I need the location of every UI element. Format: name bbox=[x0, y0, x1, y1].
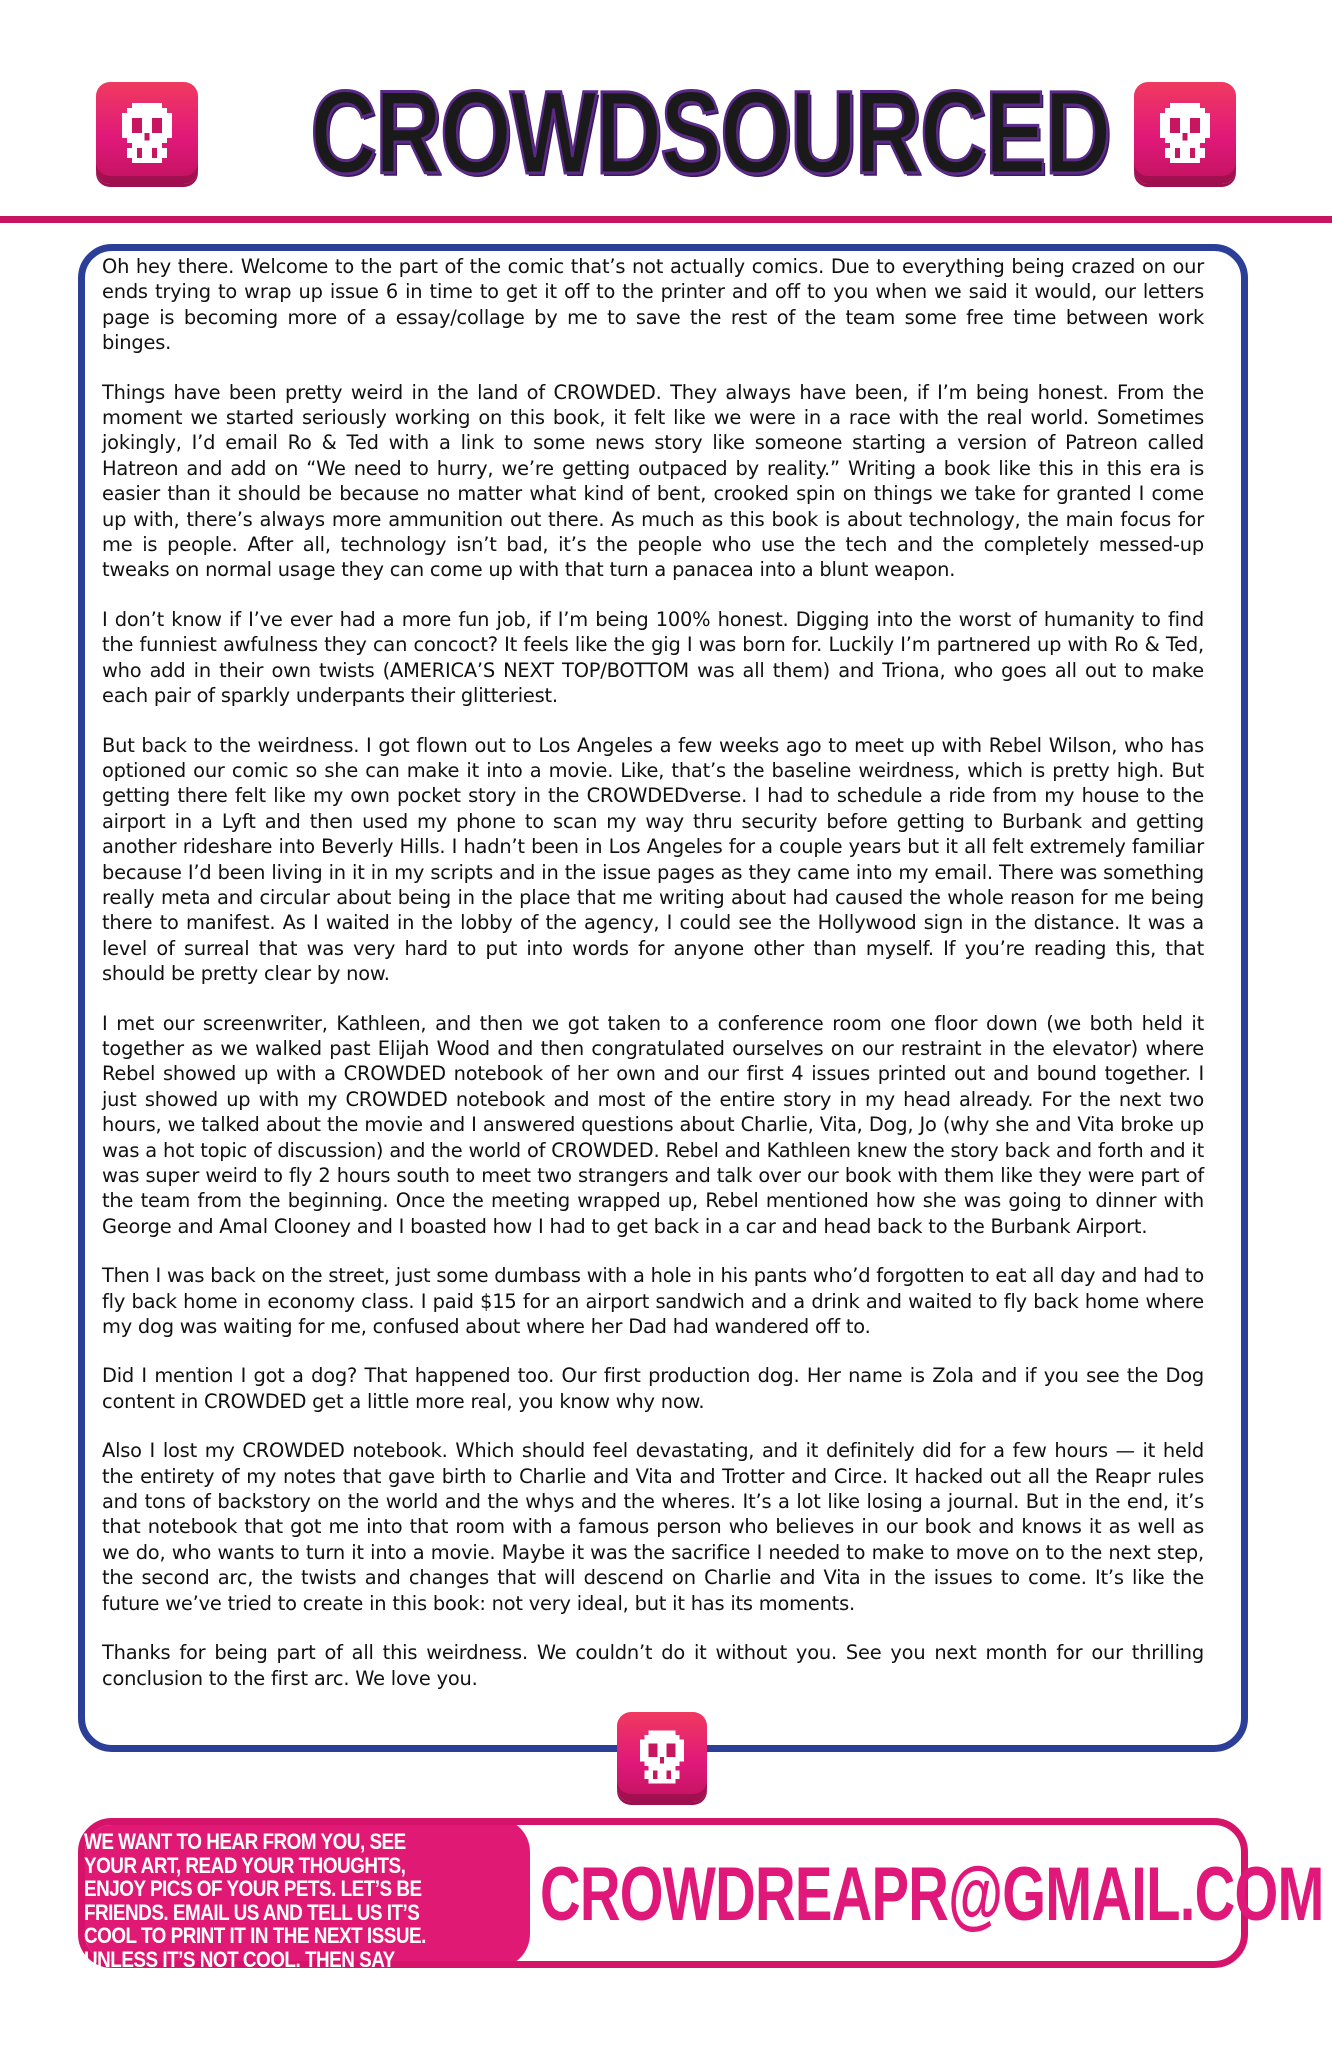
skull-icon bbox=[1134, 82, 1236, 184]
letter-paragraph: Thanks for being part of all this weirdness. We couldn’t do it without you. See you next month for our thrilling conclusion to the first arc. We love you. bbox=[102, 1641, 1204, 1690]
page-header bbox=[0, 0, 1332, 230]
letter-paragraph: Things have been pretty weird in the land of CROWDED. They always have been, if I’m being honest. From the moment we started seriously working on this book, it felt like we were in a race with the real world. Sometimes jokingly, I’d email Ro & Ted with a link to some news story like someone starting a version of Patreon called Hatreon and add on “We need to hurry, we’re getting outpaced by reality.” Writing a book like this in this era is easier than it should be because no matter what kind of bent, crooked spin on things we take for granted I come up with, there’s always more ammunition out there. As much as this book is about technology, the main focus for me is people. After all, technology isn’t bad, it’s the people who use the tech and the completely messed-up tweaks on normal usage they can come up with that turn a panacea into a blunt weapon. bbox=[102, 380, 1204, 582]
skull-icon bbox=[96, 82, 198, 184]
page-title: CROWDSOURCED bbox=[310, 67, 1110, 199]
contact-message: WE WANT TO HEAR FROM YOU, SEE YOUR ART, READ YOUR THOUGHTS, ENJOY PICS OF YOUR PETS. LET’S BE FRIENDS. EMAIL US AND TELL US IT’S COOL TO PRINT IT IN THE NEXT ISSUE. UNLESS IT’S NOT COOL. THEN SAY THAT. bbox=[84, 1829, 426, 1996]
letter-paragraph: I met our screenwriter, Kathleen, and then we got taken to a conference room one floor down (we both held it together as we walked past Elijah Wood and then congratulated ourselves on our restraint in the elevator) where Rebel showed up with a CROWDED notebook of her own and our first 4 issues printed out and bound together. I just showed up with my CROWDED notebook and most of the entire story in my head already. For the next two hours, we talked about the movie and I answered questions about Charlie, Vita, Dog, Jo (why she and Vita broke up was a hot topic of discussion) and the world of CROWDED. Rebel and Kathleen knew the story back and forth and it was super weird to fly 2 hours south to meet two strangers and talk over our book with them like they were part of the team from the beginning. Once the meeting wrapped up, Rebel mentioned how she was going to dinner with George and Amal Clooney and I boasted how I had to get back in a car and head back to the Burbank Airport. bbox=[102, 1011, 1204, 1238]
contact-email-link[interactable]: CROWDREAPR@GMAIL.COM bbox=[540, 1852, 1324, 1937]
letter-paragraph: Also I lost my CROWDED notebook. Which should feel devastating, and it definitely did for a few hours — it held the entirety of my notes that gave birth to Charlie and Vita and Trotter and Circe. It hacked out all the Reapr rules and tons of backstory on the world and the whys and the wheres. It’s a lot like losing a journal. But in the end, it’s that notebook that got me into that room with a famous person who believes in our book and knows it as well as we do, who wants to turn it into a movie. Maybe it was the sacrifice I needed to make to move on to the next step, the second arc, the twists and changes that will descend on Charlie and Vita in the issues to come. It’s like the future we’ve tried to create in this book: not very ideal, but it has its moments. bbox=[102, 1439, 1204, 1615]
skull-icon bbox=[617, 1712, 707, 1802]
header-divider bbox=[0, 216, 1332, 223]
letter-paragraph: Oh hey there. Welcome to the part of the comic that’s not actually comics. Due to everything being crazed on our ends trying to wrap up issue 6 in time to get it off to the printer and off to you when we said it would, our letters page is becoming more of a essay/collage by me to save the rest of the team some free time between work binges. bbox=[102, 255, 1204, 355]
letter-paragraph: Then I was back on the street, just some dumbass with a hole in his pants who’d forgotten to eat all day and had to fly back home in economy class. I paid $15 for an airport sandwich and a drink and waited to fly back home where my dog was waiting for me, confused about where her Dad had wandered off to. bbox=[102, 1264, 1204, 1339]
letter-paragraph: Did I mention I got a dog? That happened too. Our first production dog. Her name is Zola and if you see the Dog content in CROWDED get a little more real, you know why now. bbox=[102, 1364, 1204, 1413]
letter-paragraph: But back to the weirdness. I got flown out to Los Angeles a few weeks ago to meet up with Rebel Wilson, who has optioned our comic so she can make it into a movie. Like, that’s the baseline weirdness, which is pretty high. But getting there felt like my own pocket story in the CROWDEDverse. I had to schedule a ride from my house to the airport in a Lyft and then used my phone to scan my way thru security before getting to Burbank and getting another rideshare into Beverly Hills. I hadn’t been in Los Angeles for a couple years but it all felt extremely familiar because I’d been living in it in my scripts and in the issue pages as they came into my email. There was something really meta and circular about being in the place that me writing about had caused the whole reason for me being there to manifest. As I waited in the lobby of the agency, I could see the Hollywood sign in the distance. It was a level of surreal that was very hard to put into words for anyone other than myself. If you’re reading this, that should be pretty clear by now. bbox=[102, 733, 1204, 986]
letter-paragraph: I don’t know if I’ve ever had a more fun job, if I’m being 100% honest. Digging into the worst of humanity to find the funniest awfulness they can concoct? It feels like the gig I was born for. Luckily I’m partnered up with Ro & Ted, who add in their own twists (AMERICA’S NEXT TOP/BOTTOM was all them) and Triona, who goes all out to make each pair of sparkly underpants their glitteriest. bbox=[102, 607, 1204, 708]
letter-body bbox=[102, 254, 1204, 1715]
